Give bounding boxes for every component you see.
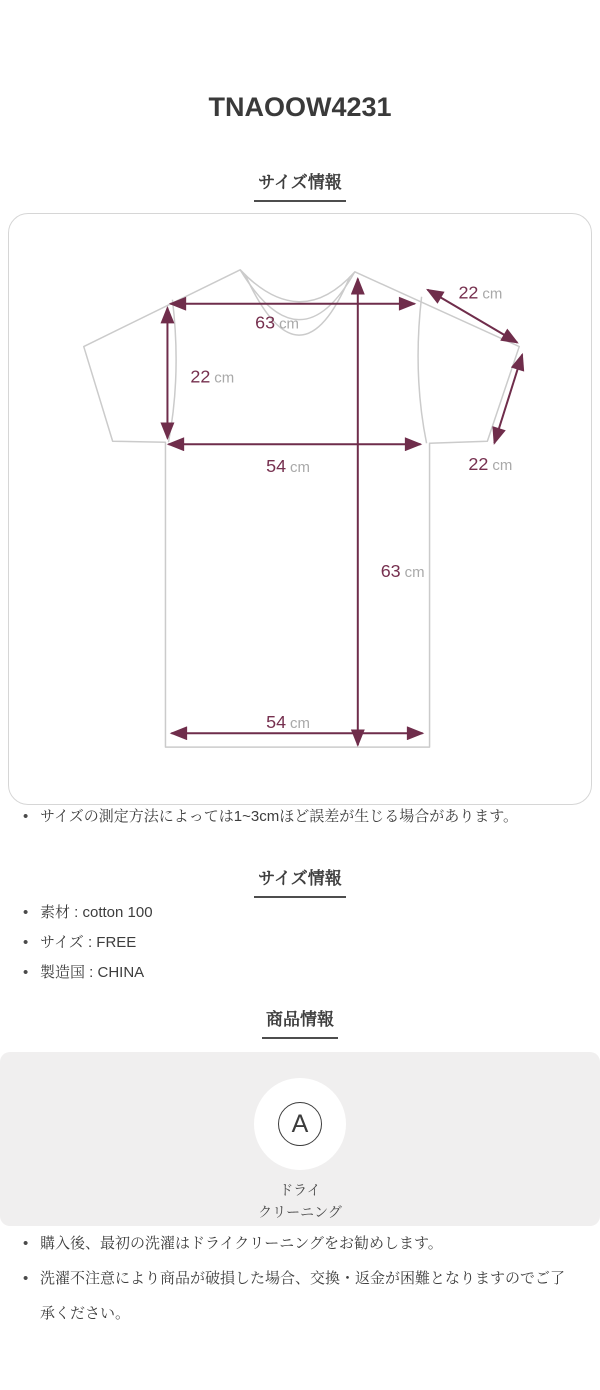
size-diagram-heading: サイズ情報 — [254, 173, 346, 202]
label-sleeve-opening: 22 cm — [468, 454, 513, 475]
product-info-heading-wrap — [0, 1010, 600, 1039]
care-note-item: • 洗濯不注意により商品が破損した場合、交換・返金が困難となりますのでご了承ください。 — [0, 1261, 566, 1331]
care-symbol-background — [254, 1078, 346, 1170]
label-chest-width: 54 cm — [266, 456, 310, 477]
label-total-length: 63 cm — [380, 560, 425, 581]
spec-item-material: • 素材 : cotton 100 — [0, 898, 566, 928]
tshirt-measurement-diagram — [9, 214, 591, 804]
size-note-list — [0, 805, 600, 829]
care-label-line1: ドライ — [279, 1182, 321, 1198]
care-notes-list — [0, 1226, 600, 1331]
size-note-item: • サイズの測定方法によっては1~3cmほど誤差が生じる場合があります。 — [0, 805, 566, 829]
spec-item-country: • 製造国 : CHINA — [0, 958, 566, 988]
label-shoulder-width: 63 cm — [255, 312, 300, 333]
care-symbol-label — [258, 1179, 342, 1223]
label-sleeve-length: 22 cm — [458, 282, 503, 303]
size-info-heading-wrap — [0, 869, 600, 898]
care-instruction-box — [0, 1052, 600, 1226]
size-diagram-box — [8, 213, 592, 805]
size-diagram-heading-wrap — [0, 173, 600, 202]
care-label-line2: クリーニング — [258, 1204, 342, 1220]
tshirt-outline — [84, 270, 520, 747]
care-note-item: • 購入後、最初の洗濯はドライクリーニングをお勧めします。 — [0, 1226, 566, 1261]
product-info-heading: 商品情報 — [262, 1010, 338, 1039]
dry-clean-symbol-icon: A — [278, 1102, 322, 1146]
label-armhole: 22 cm — [190, 366, 235, 387]
label-hem-width: 54 cm — [266, 712, 310, 733]
spec-list — [0, 898, 600, 988]
size-info-heading: サイズ情報 — [254, 869, 346, 898]
spec-item-size: • サイズ : FREE — [0, 928, 566, 958]
product-code-title: TNAOOW4231 — [208, 92, 392, 122]
